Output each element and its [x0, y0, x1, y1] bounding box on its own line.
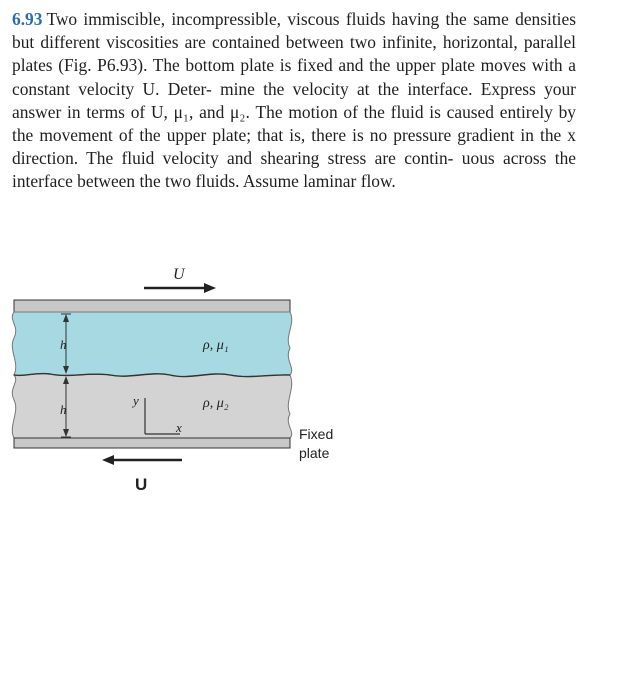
- figure-p6-93: [0, 262, 623, 502]
- bottom-arrow-head: [102, 455, 114, 465]
- h-label-upper: h: [60, 337, 67, 352]
- fixed-plate-label-line-2: plate: [299, 445, 330, 461]
- top-arrow-head: [204, 283, 216, 293]
- problem-line-9: uous across the interface between the two fluids. Assume laminar: [12, 148, 576, 192]
- problem-text: [12, 8, 576, 194]
- problem-line-6: U, μ₁, and μ₂. The motion of the fluid is caused entirely by the: [12, 101, 577, 146]
- bottom-plate: [14, 438, 290, 448]
- x-axis-label: x: [176, 420, 182, 435]
- problem-line-3: infinite, horizontal, parallel plates (Fig. P6.93). The bottom plate is: [12, 32, 577, 76]
- problem-line-4: fixed and the upper plate moves with a constant velocity U. Deter-: [12, 55, 576, 99]
- problem-line-8: in the x direction. The fluid velocity and shearing stress are contin-: [12, 125, 577, 169]
- problem-line-2: same densities but different viscosities are contained between two: [12, 9, 576, 53]
- problem-line-7: movement of the upper plate; that is, there is no pressure gradient: [39, 125, 515, 146]
- problem-line-1: Two immiscible, incompressible, viscous fluids having the: [46, 9, 467, 29]
- bottom-velocity-label: U: [135, 475, 148, 494]
- y-axis-label: y: [133, 393, 139, 408]
- problem-line-5: mine the velocity at the interface. Express your answer in terms of: [12, 78, 576, 122]
- figure-drawing: [0, 262, 623, 502]
- problem-line-10: flow.: [360, 171, 396, 192]
- problem-number: 6.93: [12, 9, 43, 29]
- fixed-plate-label-line-1: Fixed: [299, 426, 334, 442]
- h-label-lower: h: [60, 402, 67, 417]
- upper-plate: [14, 300, 290, 312]
- fluid-2-region: [12, 374, 291, 438]
- top-velocity-label: U: [173, 266, 185, 283]
- fluid-2-label: ρ, μ₂: [203, 396, 229, 411]
- fluid-1-label: ρ, μ₁: [203, 338, 229, 353]
- fluid-1-region: [12, 312, 291, 377]
